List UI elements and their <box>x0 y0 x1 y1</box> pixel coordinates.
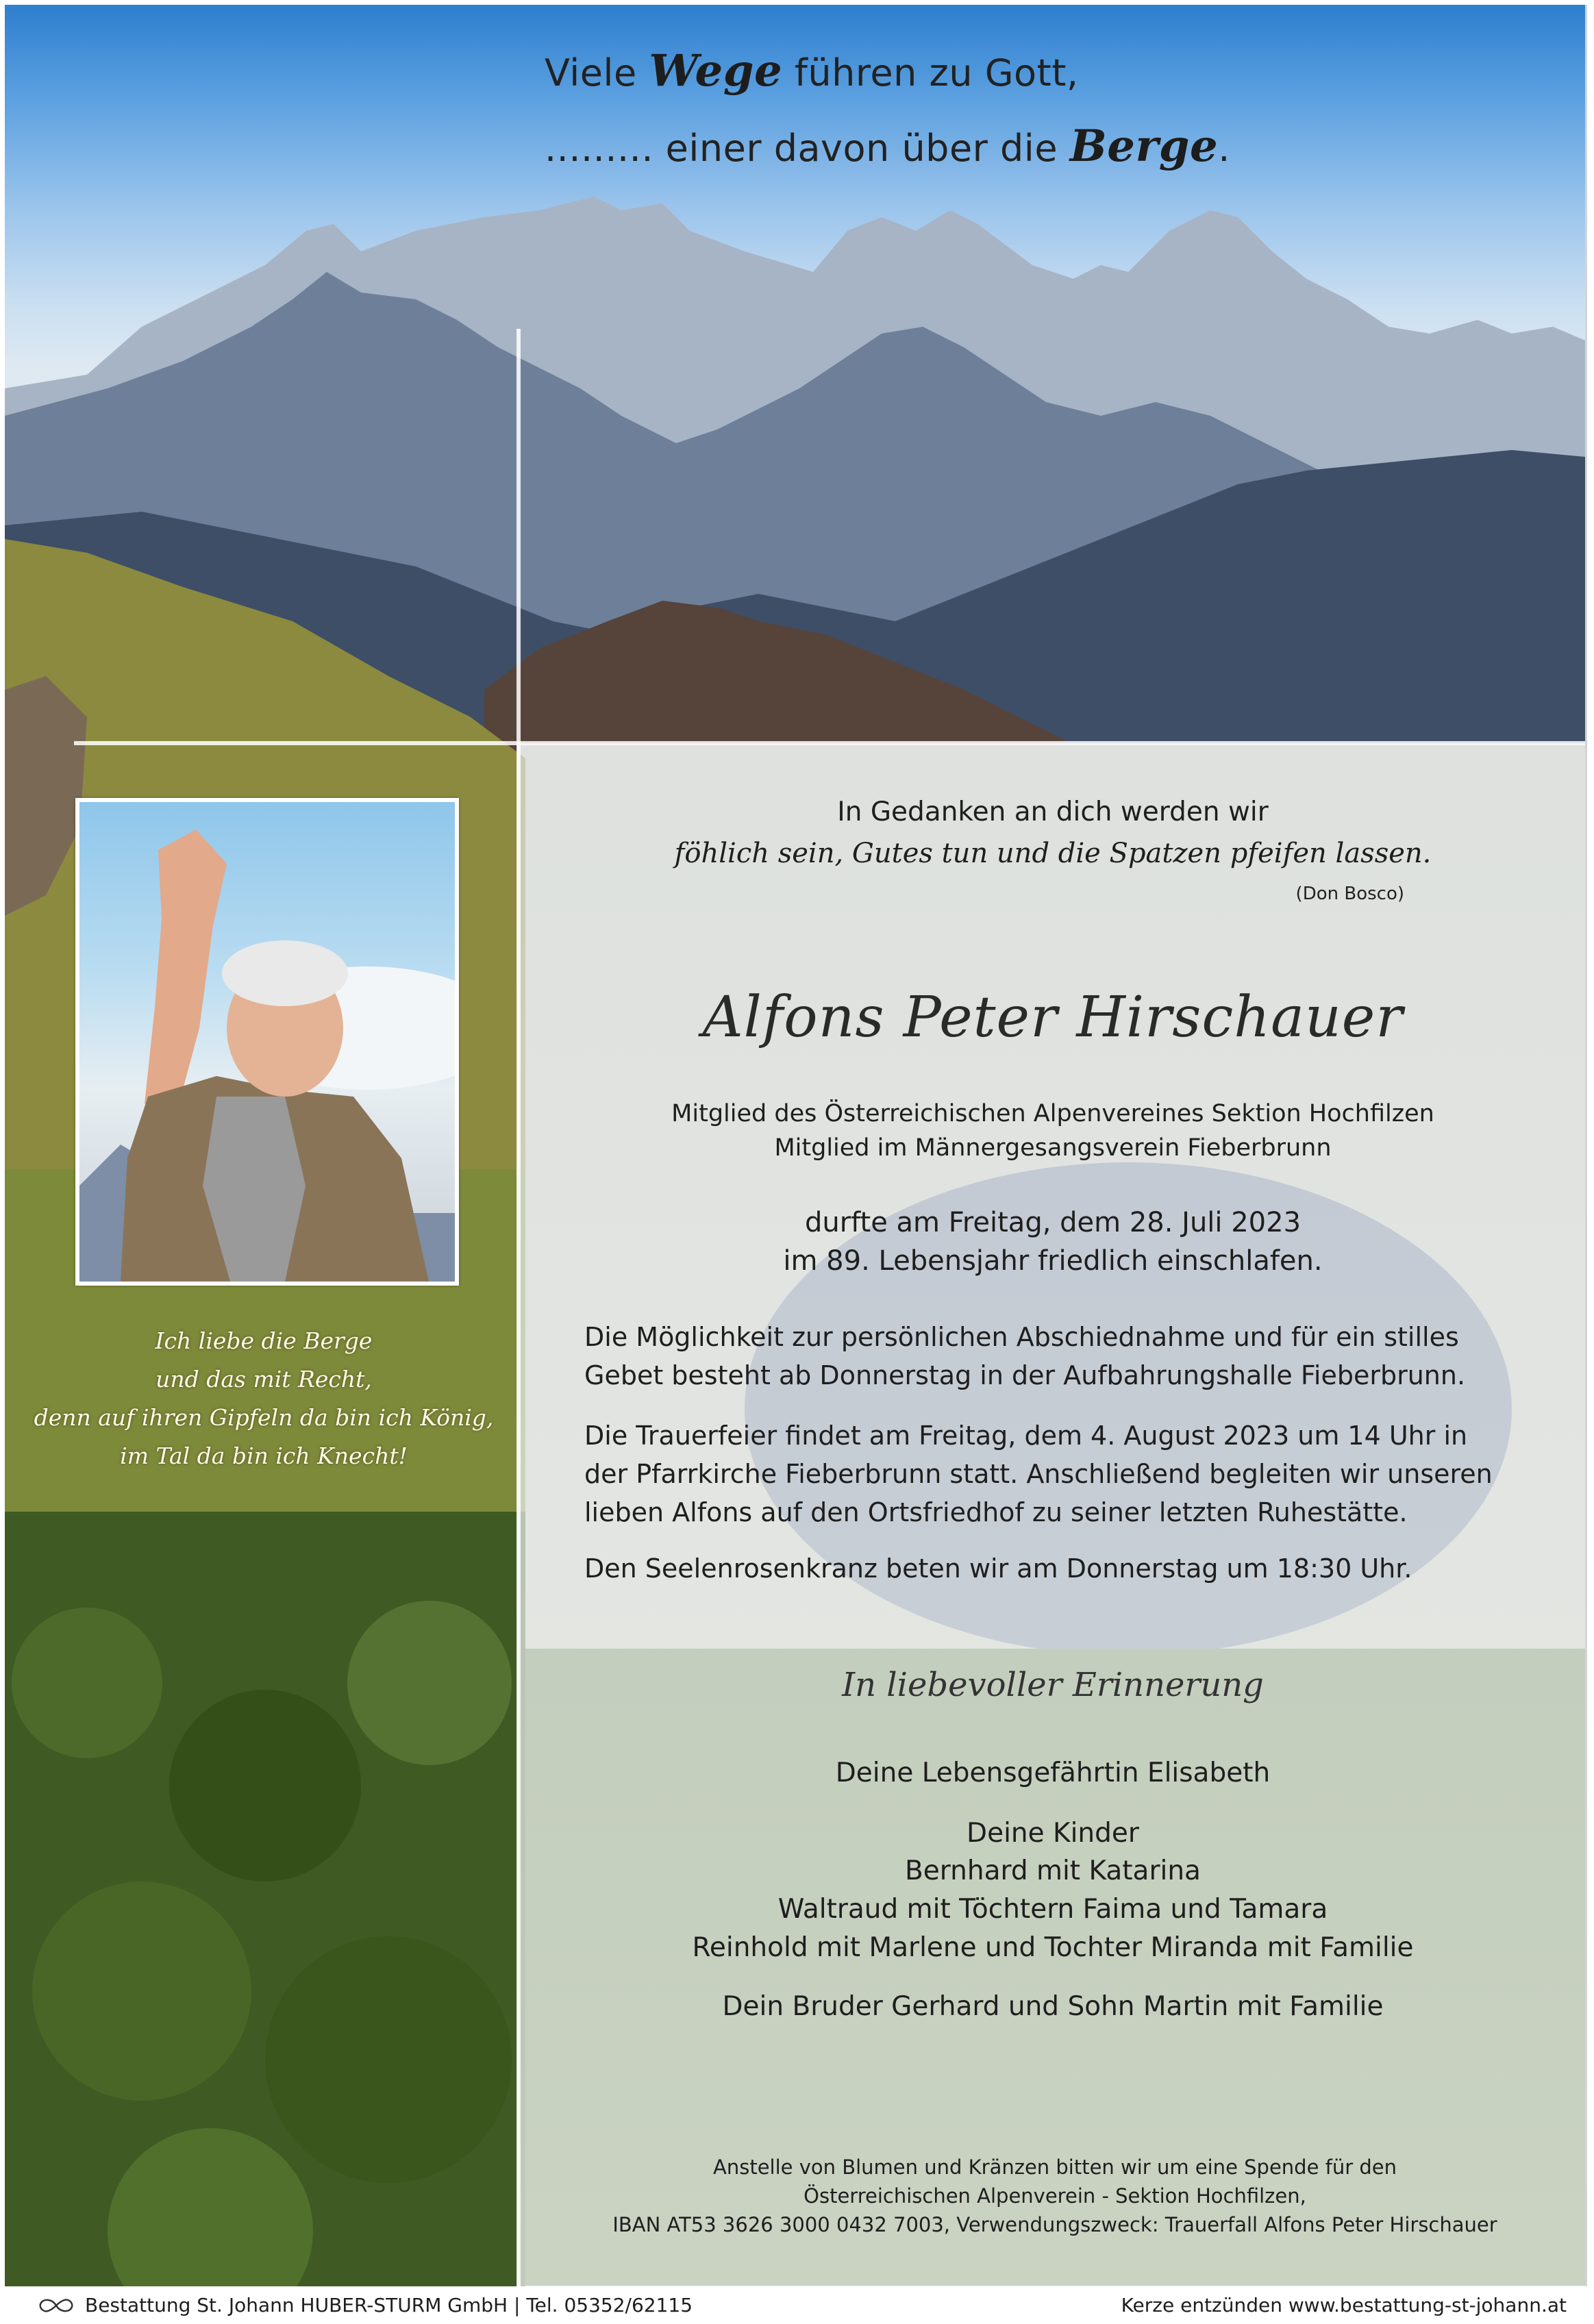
death-notice-line-2: im 89. Lebensjahr friedlich einschlafen. <box>783 1245 1323 1277</box>
mourner-brother: Dein Bruder Gerhard und Sohn Martin mit Familie <box>722 1991 1384 2022</box>
headline-script-word-2: Berge <box>1069 121 1219 172</box>
funeral-paragraph: Die Trauerfeier findet am Freitag, dem 4. August 2023 um 14 Uhr in der Pfarrkirche Fieberbrunn statt. Anschließend begleiten wir unseren lieben Alfons auf den Ortsfriedhof zu seiner letzten Ruhestätte. <box>584 1421 1493 1527</box>
deceased-name: Alfons Peter Hirschauer <box>702 985 1404 1050</box>
quote-line-2: föhlich sein, Gutes tun und die Spatzen pfeifen lassen. <box>674 838 1432 869</box>
poem-line: Ich liebe die Berge <box>155 1327 373 1354</box>
mourner-children-title: Deine Kinder <box>967 1818 1139 1849</box>
mourner-partner: Deine Lebensgefährtin Elisabeth <box>835 1758 1271 1788</box>
death-notice-line-1: durfte am Freitag, dem 28. Juli 2023 <box>804 1207 1302 1238</box>
viewing-paragraph: Die Möglichkeit zur persönlichen Abschiednahme und für ein stilles Gebet besteht ab Donnerstag in der Aufbahrungshalle Fieberbrunn. <box>584 1322 1466 1390</box>
mountain-poem <box>27 1322 500 1475</box>
rosary-paragraph: Den Seelenrosenkranz beten wir am Donnerstag um 18:30 Uhr. <box>584 1553 1412 1584</box>
mourner-child: Waltraud mit Töchtern Faima und Tamara <box>777 1894 1328 1925</box>
footer-candle-link[interactable]: Kerze entzünden www.bestattung-st-johann.at <box>1121 2294 1567 2316</box>
frame-edge-line <box>1585 5 1587 2286</box>
headline-script-word-1: Wege <box>649 45 783 97</box>
memory-heading: In liebevoller Erinnerung <box>842 1666 1264 1704</box>
cross-horizontal-bar <box>74 741 1585 745</box>
portrait-photo <box>75 798 459 1286</box>
quote-line-1: In Gedanken an dich werden wir <box>837 797 1269 827</box>
footer-company-text: Bestattung St. Johann HUBER-STURM GmbH | Tel. 05352/62115 <box>85 2294 693 2316</box>
donation-notice: Anstelle von Blumen und Kränzen bitten wir um eine Spende für den Österreichischen Alpenverein - Sektion Hochfilzen, IBAN AT53 3626 3000 0432 7003, Verwendungszweck: Trauerfall Alfons Peter Hirschauer <box>612 2156 1497 2236</box>
infinity-icon <box>34 2296 78 2315</box>
membership-line-2: Mitglied im Männergesangsverein Fieberbrunn <box>774 1134 1332 1162</box>
poem-line: denn auf ihren Gipfeln da bin ich König, <box>34 1404 494 1431</box>
mourner-child: Bernhard mit Katarina <box>905 1856 1201 1886</box>
poem-line: und das mit Recht, <box>155 1366 372 1392</box>
portrait-illustration <box>79 802 455 1282</box>
headline-line-1: Viele Wege führen zu Gott, <box>545 45 1079 97</box>
headline-line-2: ......... einer davon über die Berge. <box>545 121 1230 172</box>
quote-source: (Don Bosco) <box>1295 884 1404 904</box>
poem-line: im Tal da bin ich Knecht! <box>120 1442 408 1469</box>
footer-company <box>34 2294 693 2316</box>
mourner-child: Reinhold mit Marlene und Tochter Miranda mit Familie <box>692 1932 1414 1963</box>
membership-line-1: Mitglied des Österreichischen Alpenvereines Sektion Hochfilzen <box>671 1100 1434 1127</box>
